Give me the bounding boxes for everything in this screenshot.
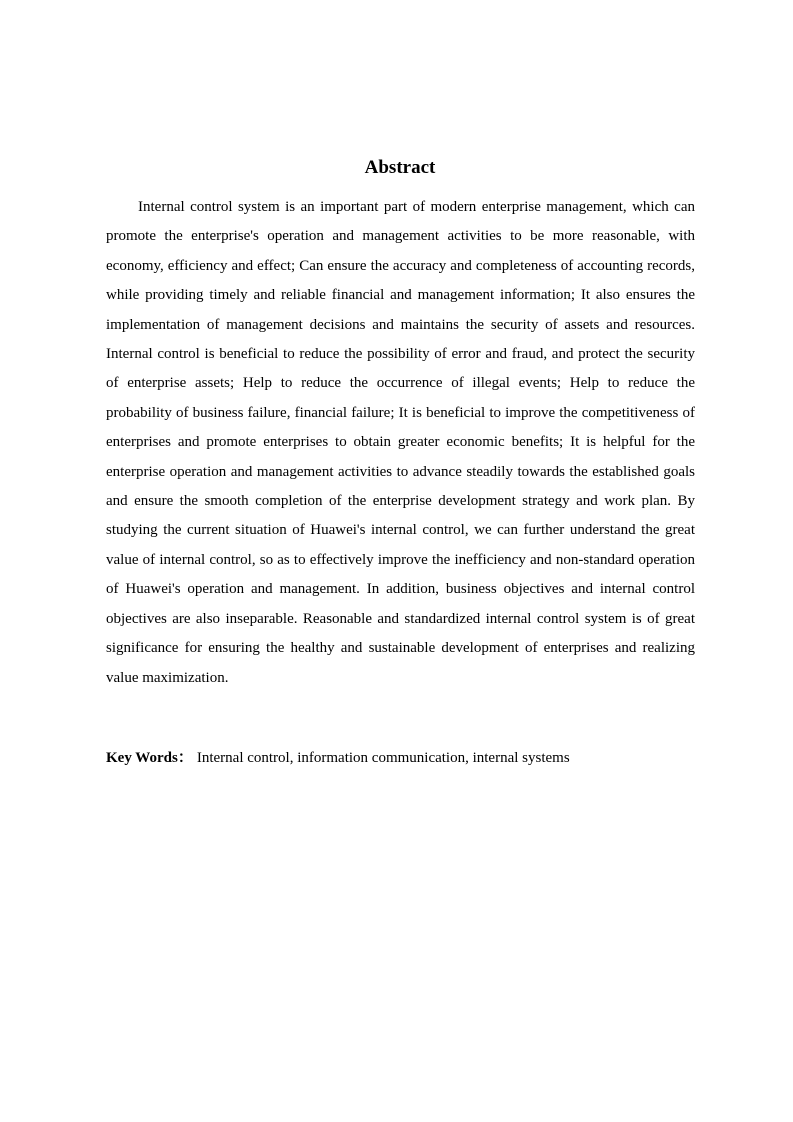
abstract-title: Abstract bbox=[364, 157, 436, 178]
abstract-body: Internal control system is an important part of modern enterprise management, which can promote the enterprise's operation and management activities to be more reasonable, with economy, efficiency and effect; Can ensure the accuracy and completeness of accounting records, while providing timely and reliable financial and management information; It also ensures the implementation of management decisions and maintains the security of assets and resources. Internal control is beneficial to reduce the possibility of error and fraud, and protect the security of enterprise assets; Help to reduce the occurrence of illegal events; Help to reduce the probability of business failure, financial failure; It is beneficial to improve the competitiveness of enterprises and promote enterprises to obtain greater economic benefits; It is helpful for the enterprise operation and management activities to advance steadily towards the established goals and ensure the smooth completion of the enterprise development strategy and work plan. By studying the current situation of Huawei's internal control, we can further understand the great value of internal control, so as to effectively improve the inefficiency and non-standard operation of Huawei's operation and management. In addition, business objectives and internal control objectives are also inseparable. Reasonable and standardized internal control system is of great significance for ensuring the healthy and sustainable development of enterprises and realizing value maximization. bbox=[106, 199, 695, 686]
keywords-line bbox=[106, 744, 706, 773]
keywords-separator: ： bbox=[177, 750, 193, 766]
keywords-text: Internal control, information communication, internal systems bbox=[196, 750, 570, 766]
keywords-label: Key Words bbox=[106, 750, 178, 766]
